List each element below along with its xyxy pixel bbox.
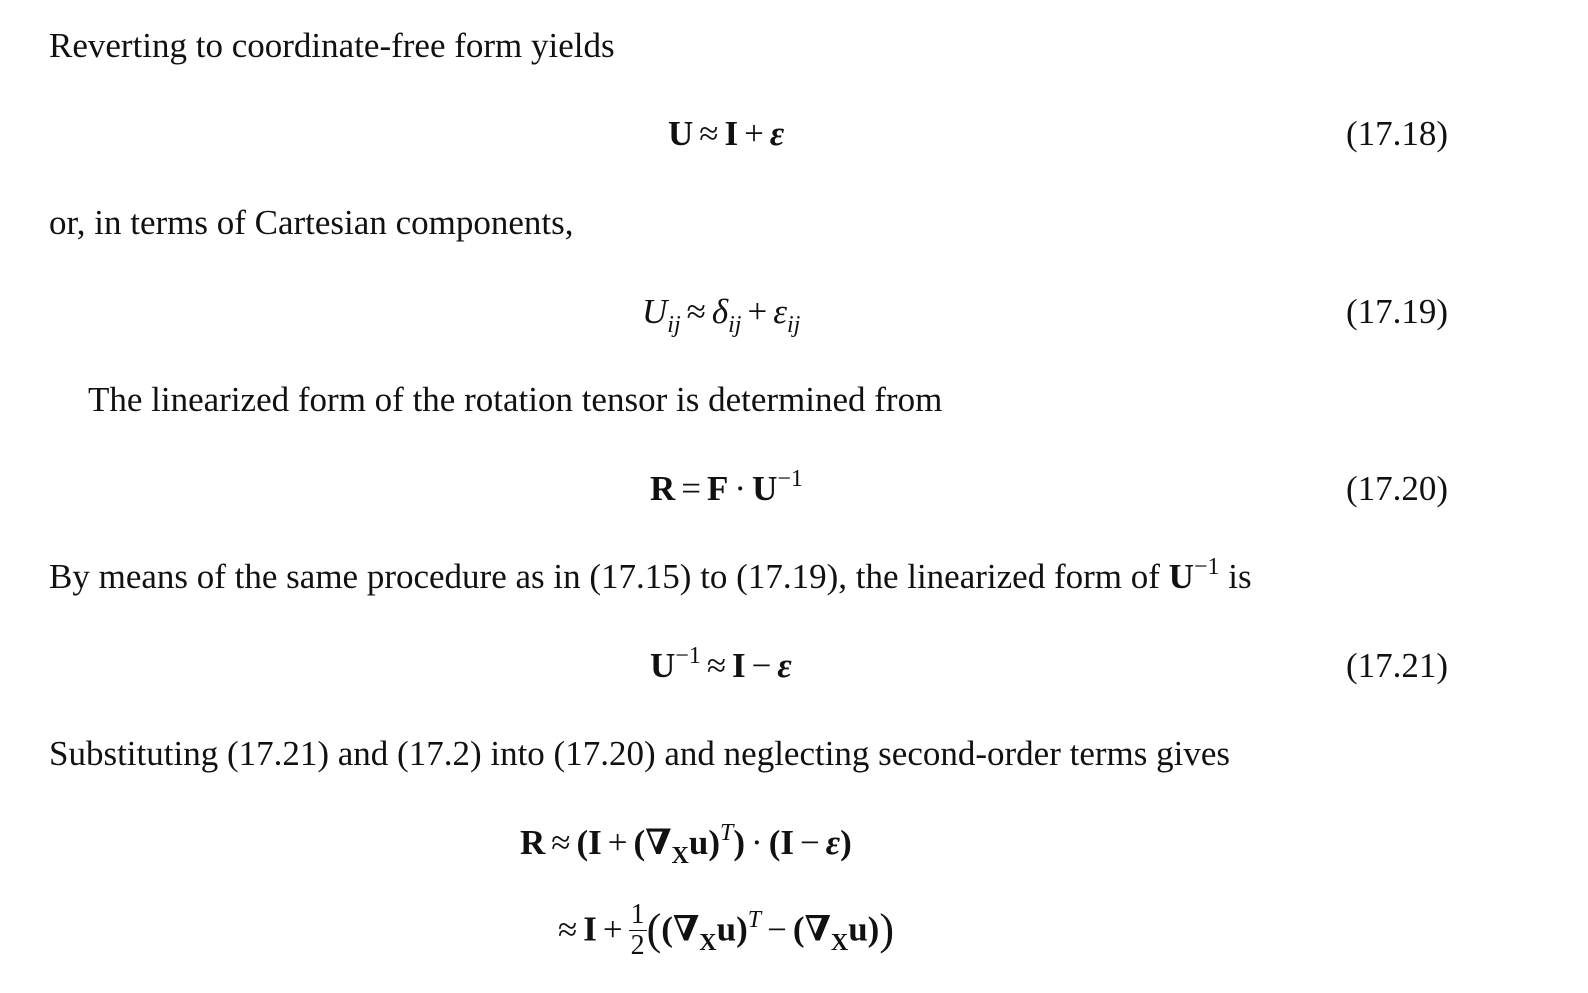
paragraph-substituting: Substituting (17.21) and (17.2) into (17.20) and neglecting second-order terms gives bbox=[49, 734, 1231, 773]
equation-rotation-line-2: ≈ I + $\frac{1}{2}$ $((\nabla_Xu)^T - (\nabla_Xu))$ bbox=[558, 899, 894, 961]
equation-number-17-20: (17.20) bbox=[1346, 469, 1449, 508]
equation-17-20: $R = F \cdot U^{-1}$ bbox=[650, 466, 803, 508]
equation-number-17-19: (17.19) bbox=[1346, 292, 1449, 331]
equation-number-17-18: (17.18) bbox=[1346, 114, 1449, 153]
paragraph-coordinate-free: Reverting to coordinate-free form yields bbox=[49, 26, 615, 65]
equation-rotation-line-1: $R \approx (I + (\nabla_Xu)^T) \cdot (I - \varepsilon)$ bbox=[520, 820, 852, 869]
paragraph-cartesian: or, in terms of Cartesian components, bbox=[49, 203, 574, 242]
equation-number-17-21: (17.21) bbox=[1346, 646, 1449, 685]
one-half-fraction: $\frac{1}{2}$ bbox=[630, 899, 645, 961]
paragraph-same-procedure-tail: is bbox=[1219, 557, 1252, 596]
equation-17-19: $U_{ij} \approx \delta_{ij} + \varepsilon_{ij}$ bbox=[642, 292, 801, 338]
paragraph-rotation-tensor: The linearized form of the rotation tensor is determined from bbox=[88, 380, 943, 419]
equation-17-18: U ≈ I + ε bbox=[668, 114, 785, 153]
paragraph-same-procedure: By means of the same procedure as in (17.15) to (17.19), the linearized form of $U^{-1}$ is bbox=[49, 554, 1252, 596]
equation-17-21: $U^{-1} \approx I - \varepsilon$ bbox=[650, 643, 792, 685]
paragraph-same-procedure-text: By means of the same procedure as in (17.15) to (17.19), the linearized form of bbox=[49, 557, 1169, 596]
